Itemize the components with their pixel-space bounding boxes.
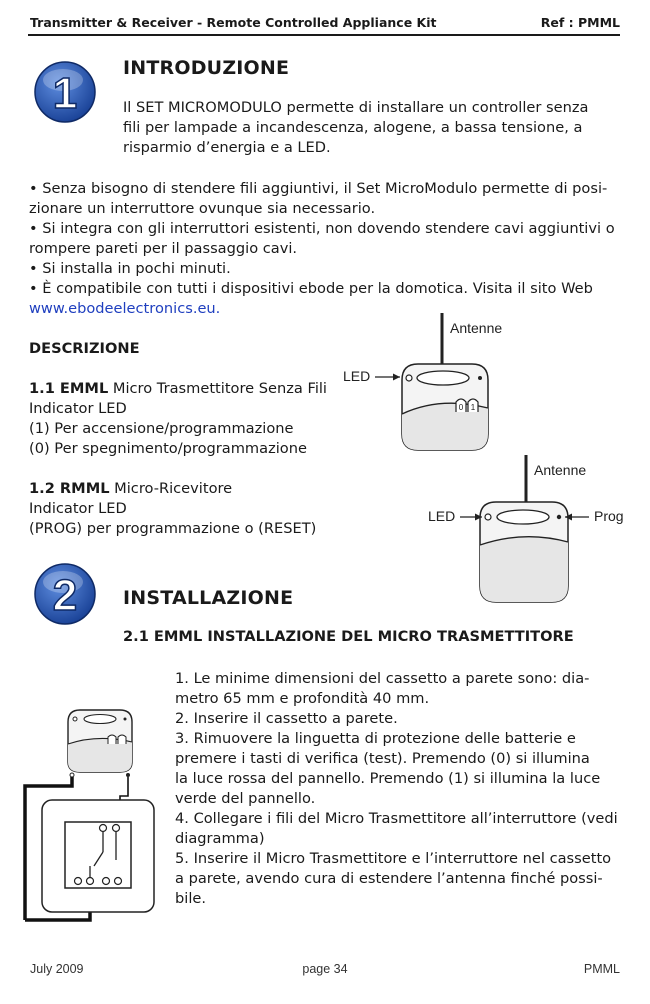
rmml-led-label: LED <box>428 508 456 524</box>
step-line: la luce rossa del pannello. Premendo (1) si illumina la luce <box>175 770 601 787</box>
bullet-line: • Si integra con gli interruttori esistenti, non dovendo stendere cavi aggiuntivi o <box>29 220 615 237</box>
section-one-badge <box>33 60 97 124</box>
installation-steps <box>175 669 618 909</box>
emml-led-label: LED <box>343 368 371 384</box>
step-line: metro 65 mm e profondità 40 mm. <box>175 690 430 707</box>
step-line: premere i tasti di verifica (test). Premendo (0) si illumina <box>175 750 590 767</box>
step-line: a parete, avendo cura di estendere l’antenna finché possi- <box>175 870 603 887</box>
emml-name: Micro Trasmettitore Senza Fili <box>108 380 327 397</box>
wiring-switch-box <box>65 822 131 888</box>
step-line: 3. Rimuovere la linguetta di protezione delle batterie e <box>175 730 576 747</box>
bullet-list <box>29 179 615 319</box>
intro-line: Il SET MICROMODULO permette di installare un controller senza <box>123 99 589 116</box>
intro-paragraph <box>123 98 588 158</box>
section-one-title: INTRODUZIONE <box>123 57 290 79</box>
rmml-name: Micro-Ricevitore <box>109 480 233 497</box>
step-line: 1. Le minime dimensioni del cassetto a parete sono: dia- <box>175 670 590 687</box>
emml-code: 1.1 EMML <box>29 380 109 397</box>
emml-transmitter-diagram <box>340 308 520 458</box>
step-line: bile. <box>175 890 206 907</box>
step-line: 5. Inserire il Micro Trasmettitore e l’interruttore nel cassetto <box>175 850 612 867</box>
footer-date: July 2009 <box>30 962 84 976</box>
emml-button-one-label: 1 <box>470 403 476 412</box>
emml-led <box>406 375 412 381</box>
bullet-line: • Si installa in pochi minuti. <box>29 260 231 277</box>
emml-description <box>29 379 327 459</box>
step-line: 2. Inserire il cassetto a parete. <box>175 710 398 727</box>
rmml-antenna-label: Antenne <box>534 462 587 478</box>
bullet-line: zionare un interruttore ovunque sia necessario. <box>29 200 376 217</box>
intro-line: risparmio d’energia e a LED. <box>123 139 331 156</box>
wiring-diagram <box>20 700 160 922</box>
emml-antenna-label: Antenne <box>450 320 503 336</box>
header-title: Transmitter & Receiver - Remote Controlled Appliance Kit <box>30 15 437 30</box>
step-line: diagramma) <box>175 830 265 847</box>
rmml-line: (PROG) per programmazione o (RESET) <box>29 520 317 537</box>
intro-line: fili per lampade a incandescenza, alogene, a bassa tensione, a <box>123 119 583 136</box>
bullet-line: • È compatibile con tutti i dispositivi ebode per la domotica. Visita il sito Web <box>29 280 593 297</box>
step-line: 4. Collegare i fili del Micro Trasmettitore all’interruttore (vedi <box>175 810 618 827</box>
rmml-receiver-diagram <box>424 450 634 610</box>
emml-button-zero-label: 0 <box>458 403 464 412</box>
emml-line: (1) Per accensione/programmazione <box>29 420 294 437</box>
header-divider <box>28 34 620 36</box>
bullet-line: rompere pareti per il passaggio cavi. <box>29 240 298 257</box>
emml-line: Indicator LED <box>29 400 127 417</box>
rmml-prog-button <box>557 515 561 519</box>
website-link[interactable]: www.ebodeelectronics.eu. <box>29 300 221 317</box>
section-two-badge <box>33 562 97 626</box>
bullet-line: • Senza bisogno di stendere fili aggiuntivi, il Set MicroModulo permette di posi- <box>29 180 608 197</box>
footer-page-number: page 34 <box>302 962 348 976</box>
section-two-title: INSTALLAZIONE <box>123 587 294 609</box>
section-two-subtitle: 2.1 EMML INSTALLAZIONE DEL MICRO TRASMETTITORE <box>123 628 574 645</box>
rmml-prog-label: Prog <box>594 508 624 524</box>
rmml-line: Indicator LED <box>29 500 127 517</box>
descrizione-title: DESCRIZIONE <box>29 340 140 357</box>
section-one-number: 1 <box>52 69 78 118</box>
step-line: verde del pannello. <box>175 790 316 807</box>
header-ref: Ref : PMML <box>540 15 620 30</box>
section-two-number: 2 <box>52 571 78 620</box>
rmml-description <box>29 479 316 539</box>
rmml-led <box>485 514 491 520</box>
rmml-code: 1.2 RMML <box>29 480 110 497</box>
footer-ref: PMML <box>583 962 620 976</box>
emml-line: (0) Per spegnimento/programmazione <box>29 440 307 457</box>
